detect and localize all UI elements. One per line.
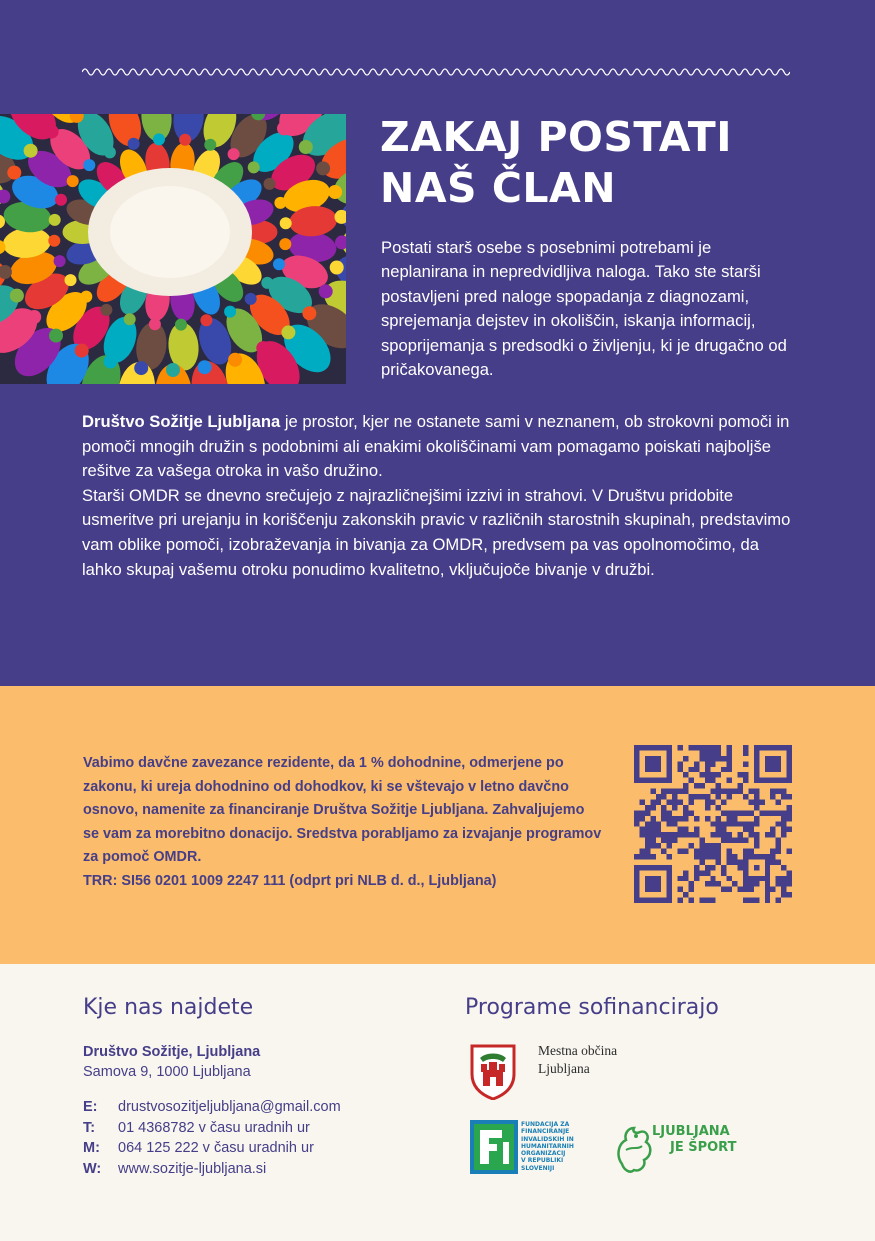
contact-list (83, 1097, 341, 1179)
donation-trr: TRR: SI56 0201 1009 2247 111 (odprt pri NLB d. d., Ljubljana) (83, 872, 497, 889)
page-title (380, 112, 840, 214)
contact-web-key: W: (83, 1160, 102, 1177)
contact-email-key: E: (83, 1099, 98, 1116)
fiho-line-2: FINANCIRANJE (521, 1128, 570, 1136)
donation-paragraph: Vabimo davčne zavezance rezidente, da 1 % dohodnine, odmerjene po zakonu, ki ureja dohodnino od dohodkov, ki se vštevajo v letno davčno osnovo, namenite za financiranje Društva Sožitje Ljubljana. Zahvaljujemo se vam za morebitno donacijo. Sredstva porabljamo za izvajanje programov za pomoč OMDR. (83, 755, 602, 866)
org-name-highlight: Društvo Sožitje Ljubljana (82, 412, 281, 431)
ljs-line-1: LJUBLJANA (652, 1124, 730, 1139)
contact-address: Samova 9, 1000 Ljubljana (83, 1064, 251, 1080)
contact-phone-key: T: (83, 1119, 96, 1136)
contact-mobile-row[interactable] (83, 1138, 341, 1159)
sponsors-heading: Programe sofinancirajo (465, 995, 719, 1020)
mol-line-2: Ljubljana (538, 1061, 590, 1076)
title-line-1: ZAKAJ POSTATI (380, 113, 732, 161)
contact-phone-row[interactable] (83, 1118, 341, 1139)
contact-org-name: Društvo Sožitje, Ljubljana (83, 1044, 261, 1060)
body-text (82, 410, 802, 582)
ljs-line-2: JE ŠPORT (670, 1140, 737, 1155)
fiho-line-6: V REPUBLIKI (521, 1157, 564, 1165)
body-paragraph-2: Starši OMDR se dnevno srečujejo z najrazličnejšimi izzivi in strahovi. V Društvu pridobite usmeritve pri urejanju in koriščenju zakonskih pravic v različnih starostnih skupinah, predstavimo vam oblike pomoči, izobraževanja in bivanja za OMDR, predvsem pa vas opolnomočimo, da lahko skupaj vašemu otroku ponudimo kvalitetno, vključujoče bivanje v družbi. (82, 485, 791, 579)
fiho-logo-icon (470, 1120, 518, 1174)
qr-code-icon[interactable] (634, 745, 792, 903)
ljs-text (652, 1124, 736, 1156)
contact-phone-value[interactable]: 01 4368782 v času uradnih ur (118, 1119, 310, 1136)
contact-heading: Kje nas najdete (83, 995, 254, 1020)
wave-divider (82, 64, 790, 80)
fiho-line-7: SLOVENIJI (521, 1164, 555, 1172)
fiho-text (521, 1121, 596, 1172)
fiho-line-3: INVALIDSKIH IN (521, 1135, 574, 1143)
body-paragraph-1-rest: je prostor, kjer ne ostanete sami v neznanem, ob strokovni pomoči in pomoči mnogih družin s podobnimi ali enakimi okoliščinami vam pomagamo poiskati najboljše rešitve za vašega otroka in vašo družino. (82, 412, 790, 481)
mol-text (538, 1042, 617, 1078)
contact-email-row[interactable] (83, 1097, 341, 1118)
contact-web-row[interactable] (83, 1159, 341, 1180)
hands-circle-artwork (0, 114, 346, 384)
contact-mobile-key: M: (83, 1140, 100, 1157)
fiho-line-1: FUNDACIJA ZA (521, 1121, 570, 1128)
fiho-line-5: ORGANIZACIJ (521, 1150, 566, 1158)
contact-email-value[interactable]: drustvosozitjeljubljana@gmail.com (118, 1099, 341, 1116)
fiho-line-4: HUMANITARNIH (521, 1142, 574, 1150)
title-line-2: NAŠ ČLAN (380, 164, 617, 212)
mol-line-1: Mestna občina (538, 1043, 618, 1058)
contact-mobile-value[interactable]: 064 125 222 v času uradnih ur (118, 1140, 314, 1157)
ljubljana-crest-icon (470, 1044, 516, 1100)
intro-paragraph: Postati starš osebe s posebnimi potrebami je neplanirana in nepredvidljiva naloga. Tako ste starši postavljeni pred naloge spopadanja z diagnozami, sprejemanja dejstev in okoliščin, iskanja informacij, spoprijemanja s predsodki o življenju, ki je drugačno od pričakovanega. (381, 238, 787, 380)
body-paragraph-1 (82, 410, 802, 484)
contact-web-value[interactable]: www.sozitje-ljubljana.si (118, 1160, 267, 1177)
donation-text (83, 752, 603, 894)
